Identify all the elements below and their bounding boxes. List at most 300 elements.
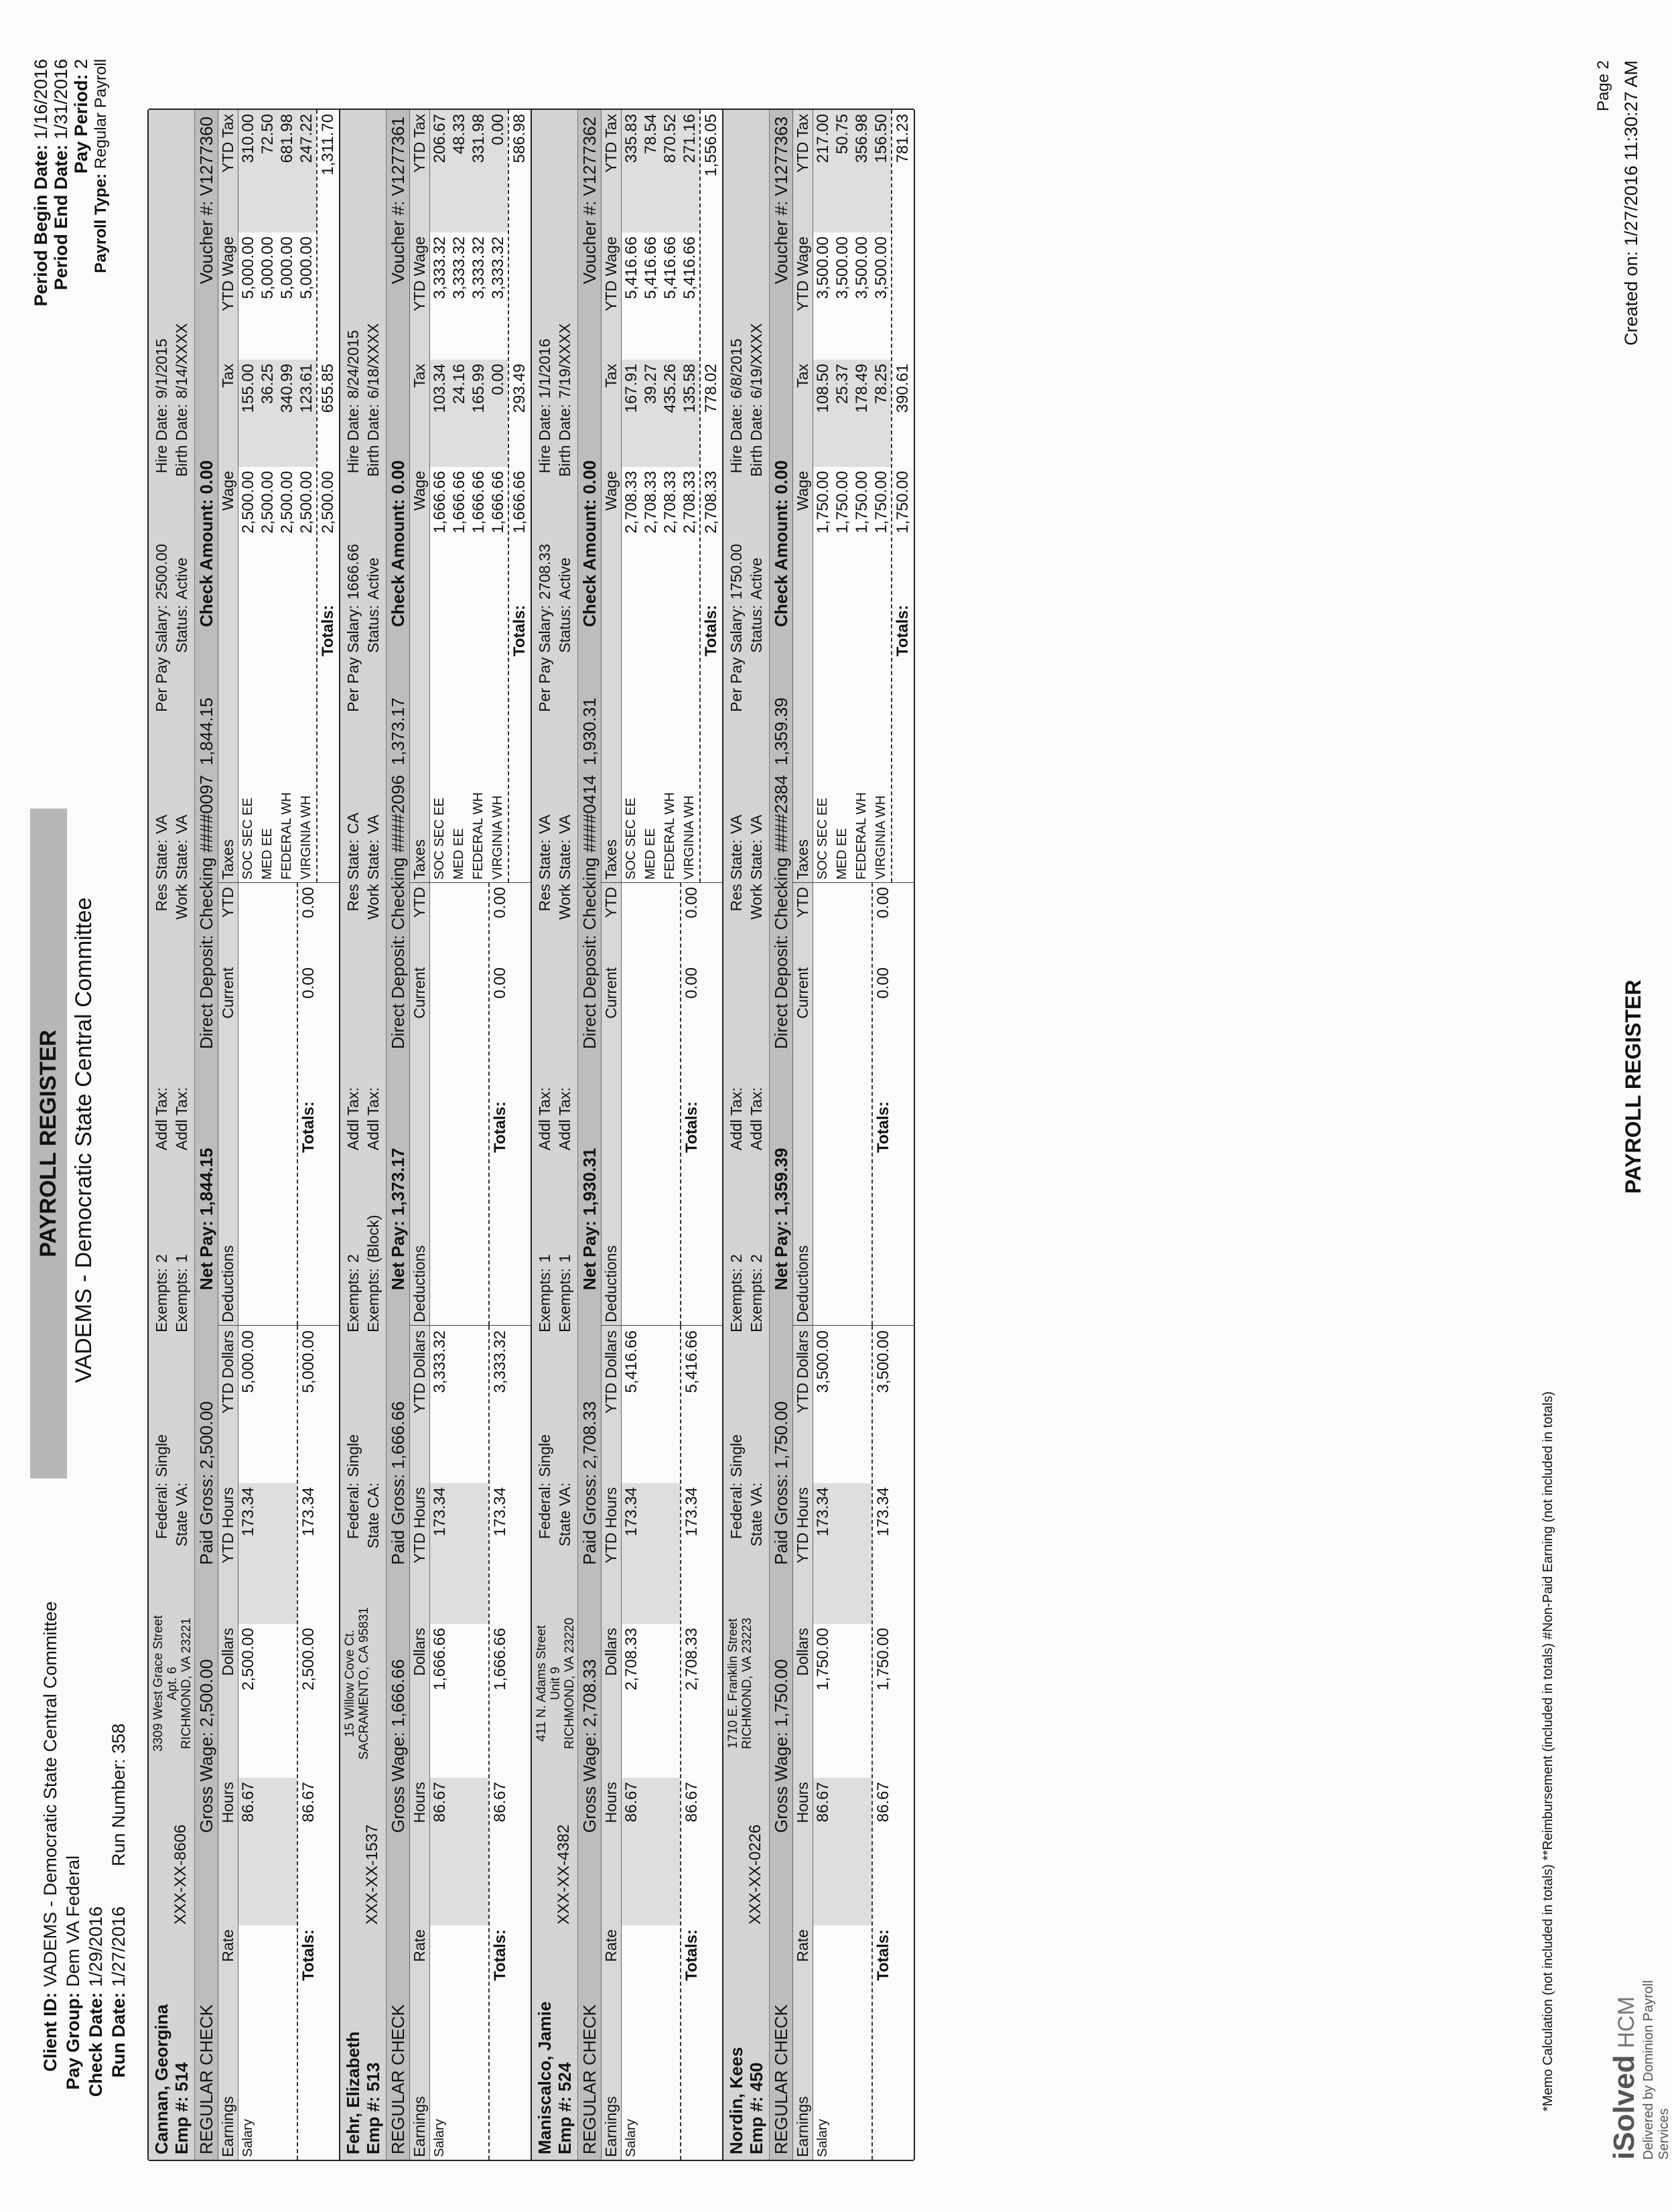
direct-deposit-account: Checking ####0414 bbox=[579, 774, 600, 930]
deductions-total-ytd: 0.00 bbox=[683, 887, 701, 918]
res-state: VA bbox=[536, 815, 553, 834]
earning-rate bbox=[238, 1925, 258, 2039]
run-date: 1/27/2016 bbox=[109, 1906, 129, 1987]
tax-header: Tax bbox=[219, 364, 236, 388]
ytd-wage-header: YTD Wage bbox=[219, 236, 236, 312]
tax-name: SOC SEC EE bbox=[432, 797, 447, 880]
rate-header: Rate bbox=[411, 1929, 428, 1962]
tax-total: 778.02 bbox=[702, 364, 720, 413]
page-number: Page 2 bbox=[1594, 60, 1612, 112]
hours-header: Hours bbox=[602, 1782, 620, 1823]
gross-wage-label: Gross Wage: bbox=[579, 1732, 600, 1833]
paid-gross-label: Paid Gross: bbox=[196, 1474, 216, 1565]
ytd-header: YTD bbox=[411, 887, 428, 918]
federal-label: Federal: bbox=[536, 1482, 553, 1539]
res-state-label: Res State: bbox=[727, 839, 745, 912]
employee-address bbox=[723, 1576, 769, 1791]
earnings-header: Earnings bbox=[219, 2096, 236, 2157]
deductions-header: Deductions bbox=[602, 1245, 620, 1322]
tax-name: FEDERAL WH bbox=[471, 792, 486, 880]
ytd-hours-header: YTD Hours bbox=[411, 1487, 428, 1564]
logo-sub: Delivered by Dominion Payroll Services bbox=[1641, 1980, 1671, 2160]
status-label: Status: bbox=[364, 605, 382, 653]
pay-period-label: Pay Period: bbox=[71, 74, 91, 174]
period-begin: 1/16/2016 bbox=[31, 59, 51, 140]
earning-ytd-dollars: 3,333.32 bbox=[431, 1330, 449, 1393]
birth-date-label: Birth Date: bbox=[364, 404, 382, 477]
ytd-hours-header: YTD Hours bbox=[602, 1487, 620, 1564]
per-pay-salary: 1666.66 bbox=[344, 543, 362, 600]
direct-deposit-account: Checking ####0097 bbox=[196, 774, 216, 930]
tax-total: 655.85 bbox=[319, 364, 337, 413]
ytd-hours-header: YTD Hours bbox=[219, 1487, 236, 1564]
earnings-totals-row bbox=[680, 1326, 703, 2160]
ytd-wage-header: YTD Wage bbox=[794, 236, 811, 312]
earning-type: Salary bbox=[624, 2119, 638, 2157]
per-pay-salary: 2500.00 bbox=[153, 543, 170, 600]
check-amount-label: Check Amount: bbox=[196, 498, 216, 627]
tax-ytd-amount: 271.16 bbox=[680, 110, 699, 232]
address-line-3: RICHMOND, VA 23220 bbox=[563, 1617, 577, 1750]
net-pay: 1,373.17 bbox=[387, 1148, 408, 1216]
dollars-header: Dollars bbox=[219, 1628, 236, 1676]
deductions-section bbox=[409, 882, 531, 1325]
tax-name: SOC SEC EE bbox=[624, 797, 638, 880]
taxes-header: Taxes bbox=[602, 839, 620, 880]
tax-amount: 36.25 bbox=[258, 360, 277, 467]
work-state: VA bbox=[556, 815, 573, 834]
tax-amount: 25.37 bbox=[833, 360, 852, 467]
voucher-label: Voucher #: bbox=[196, 200, 216, 285]
tax-amount: 165.99 bbox=[469, 360, 488, 467]
earning-ytd-dollars: 5,000.00 bbox=[239, 1330, 257, 1393]
work-state-label: Work State: bbox=[556, 839, 573, 920]
tax-name: VIRGINIA WH bbox=[874, 795, 888, 880]
check-type: REGULAR CHECK bbox=[770, 2004, 791, 2154]
state-label: State CA: bbox=[364, 1482, 382, 1549]
per-pay-salary-label: Per Pay Salary: bbox=[344, 605, 362, 712]
address-line-1: 1710 E. Franklin Street bbox=[726, 1618, 740, 1749]
tax-row bbox=[641, 110, 660, 882]
tax-total-wage: 2,500.00 bbox=[319, 471, 337, 534]
tax-ytd-amount: 206.67 bbox=[430, 110, 449, 232]
res-state-label: Res State: bbox=[536, 839, 553, 912]
tax-total: 390.61 bbox=[894, 364, 912, 413]
tax-name: MED EE bbox=[643, 828, 658, 880]
total-hours: 86.67 bbox=[299, 1782, 318, 1823]
direct-deposit-label: Direct Deposit: bbox=[387, 935, 408, 1049]
tax-ytd-wage: 3,333.32 bbox=[470, 236, 488, 299]
total-hours: 86.67 bbox=[874, 1782, 892, 1823]
direct-deposit-account: Checking ####2384 bbox=[770, 774, 791, 930]
tax-wage: 2,708.33 bbox=[622, 471, 640, 534]
gross-wage: 1,750.00 bbox=[770, 1659, 791, 1728]
total-dollars: 2,708.33 bbox=[683, 1628, 701, 1691]
totals-label: Totals: bbox=[683, 1101, 701, 1153]
employee-address bbox=[149, 1576, 194, 1791]
totals-label: Totals: bbox=[874, 1101, 892, 1153]
deductions-total-current: 0.00 bbox=[874, 967, 892, 999]
birth-date-label: Birth Date: bbox=[748, 404, 765, 477]
tax-wage: 2,500.00 bbox=[239, 471, 257, 534]
dollars-header: Dollars bbox=[411, 1628, 428, 1676]
earning-rate bbox=[813, 1925, 833, 2039]
employee-block-3 bbox=[532, 110, 723, 2160]
current-header: Current bbox=[219, 967, 236, 1019]
net-pay: 1,359.39 bbox=[770, 1148, 791, 1216]
check-summary-row bbox=[577, 110, 601, 2160]
tax-ytd-wage: 3,500.00 bbox=[814, 236, 832, 299]
exempts-federal: 1 bbox=[536, 1254, 553, 1263]
direct-deposit-account: Checking ####2096 bbox=[387, 774, 408, 930]
exempts-label: Exempts: bbox=[153, 1268, 170, 1332]
employee-block-1 bbox=[149, 110, 340, 2160]
tax-wage: 1,666.66 bbox=[470, 471, 488, 534]
tax-ytd-amount: 331.98 bbox=[469, 110, 488, 232]
address-line-3: RICHMOND, VA 23223 bbox=[740, 1617, 754, 1750]
earning-type: Salary bbox=[432, 2119, 447, 2157]
ytd-dollars-header: YTD Dollars bbox=[411, 1330, 428, 1413]
hours-header: Hours bbox=[219, 1782, 236, 1823]
earning-ytd-hours: 173.34 bbox=[813, 1483, 833, 1624]
tax-amount: 103.34 bbox=[430, 360, 449, 467]
company-name: VADEMS - Democratic State Central Committee bbox=[71, 897, 96, 1383]
tax-name: VIRGINIA WH bbox=[682, 795, 697, 880]
employee-block-4 bbox=[723, 110, 914, 2160]
gross-wage-label: Gross Wage: bbox=[196, 1732, 216, 1833]
check-summary-row bbox=[194, 110, 218, 2160]
tax-row bbox=[277, 110, 297, 882]
federal-status: Single bbox=[536, 1434, 553, 1477]
tax-ytd-amount: 0.00 bbox=[488, 110, 508, 232]
earning-dollars: 2,500.00 bbox=[239, 1628, 257, 1691]
per-pay-salary: 2708.33 bbox=[536, 543, 553, 600]
paid-gross-label: Paid Gross: bbox=[579, 1474, 600, 1565]
deductions-totals-row bbox=[872, 883, 894, 1325]
deductions-total-ytd: 0.00 bbox=[491, 887, 509, 918]
employee-ssn: XXX-XX-1537 bbox=[363, 1824, 381, 1925]
ytd-tax-header: YTD Tax bbox=[794, 114, 811, 173]
direct-deposit-label: Direct Deposit: bbox=[579, 935, 600, 1049]
check-amount-label: Check Amount: bbox=[579, 498, 600, 627]
status-label: Status: bbox=[556, 605, 573, 653]
tax-header: Tax bbox=[602, 364, 620, 388]
hire-date: 9/1/2015 bbox=[153, 338, 170, 399]
taxes-section bbox=[792, 110, 914, 882]
tax-ytd-amount: 310.00 bbox=[238, 110, 258, 232]
tax-name: MED EE bbox=[260, 828, 275, 880]
earnings-section bbox=[409, 1325, 531, 2160]
tax-amount: 39.27 bbox=[641, 360, 660, 467]
voucher-number: V1277363 bbox=[770, 117, 791, 196]
work-state-label: Work State: bbox=[748, 839, 765, 920]
tax-wage: 2,500.00 bbox=[297, 471, 316, 534]
total-hours: 86.67 bbox=[491, 1782, 509, 1823]
tax-ytd-amount: 217.00 bbox=[813, 110, 833, 232]
tax-name: SOC SEC EE bbox=[815, 797, 830, 880]
emp-no: 524 bbox=[555, 2062, 575, 2092]
deductions-header: Deductions bbox=[794, 1245, 811, 1322]
emp-no: 450 bbox=[746, 2062, 766, 2092]
tax-total-wage: 1,750.00 bbox=[894, 471, 912, 534]
tax-wage: 2,708.33 bbox=[661, 471, 679, 534]
earnings-header: Earnings bbox=[411, 2096, 428, 2157]
tax-ytd-wage: 5,416.66 bbox=[661, 236, 679, 299]
tax-row bbox=[469, 110, 488, 882]
taxes-section bbox=[218, 110, 339, 882]
direct-deposit-amount: 1,373.17 bbox=[387, 697, 408, 766]
tax-row bbox=[258, 110, 277, 882]
client-id-label: Client ID: bbox=[40, 1992, 60, 2072]
birth-date: 8/14/XXXX bbox=[173, 323, 190, 399]
check-amount-label: Check Amount: bbox=[770, 498, 791, 627]
res-state-label: Res State: bbox=[153, 839, 170, 912]
tax-row bbox=[449, 110, 469, 882]
exempts-label: Exempts: bbox=[727, 1268, 745, 1332]
employee-detail-table bbox=[409, 110, 531, 2160]
deductions-total-current: 0.00 bbox=[491, 967, 509, 999]
address-line-3: SACRAMENTO, CA 95831 bbox=[357, 1607, 371, 1760]
logo-hcm: HCM bbox=[1614, 1996, 1639, 2049]
exempts-federal: 2 bbox=[153, 1254, 170, 1263]
ytd-wage-header: YTD Wage bbox=[602, 236, 620, 312]
period-end: 1/31/2016 bbox=[51, 59, 71, 140]
total-hours: 86.67 bbox=[683, 1782, 701, 1823]
tax-amount: 167.91 bbox=[622, 360, 641, 467]
hire-date-label: Hire Date: bbox=[536, 404, 553, 474]
earnings-totals-row bbox=[872, 1326, 894, 2160]
deductions-totals-row bbox=[297, 883, 320, 1325]
federal-status: Single bbox=[153, 1434, 170, 1477]
run-date-label: Run Date: bbox=[109, 1992, 129, 2078]
tax-total-ytd: 1,556.05 bbox=[702, 114, 720, 177]
tax-wage: 2,708.33 bbox=[642, 471, 660, 534]
employee-ssn: XXX-XX-8606 bbox=[171, 1824, 190, 1925]
tax-ytd-amount: 78.54 bbox=[641, 110, 660, 232]
direct-deposit-amount: 1,844.15 bbox=[196, 697, 216, 766]
tax-ytd-wage: 5,416.66 bbox=[681, 236, 699, 299]
footnote: *Memo Calculation (not included in totals) **Reimbursement (included in totals) #Non-Paid Earning (not included in totals) bbox=[1541, 1391, 1555, 2112]
paid-gross: 2,500.00 bbox=[196, 1401, 216, 1469]
earning-type: Salary bbox=[240, 2119, 255, 2157]
paid-gross: 1,750.00 bbox=[770, 1401, 791, 1469]
employee-detail-table bbox=[792, 110, 914, 2160]
addl-tax-label: Addl Tax: bbox=[556, 1087, 573, 1151]
deductions-header: Deductions bbox=[219, 1245, 236, 1322]
employee-ssn: XXX-XX-0226 bbox=[746, 1824, 764, 1925]
tax-amount: 123.61 bbox=[297, 360, 316, 467]
earning-row bbox=[238, 1326, 258, 2160]
net-pay: 1,930.31 bbox=[579, 1148, 600, 1216]
wage-header: Wage bbox=[602, 471, 620, 511]
exempts-federal: 2 bbox=[727, 1254, 745, 1263]
addl-tax-label: Addl Tax: bbox=[727, 1087, 745, 1151]
total-ytd-hours: 173.34 bbox=[683, 1487, 701, 1537]
exempts-state: (Block) bbox=[364, 1215, 382, 1263]
tax-row bbox=[430, 110, 449, 882]
tax-row bbox=[680, 110, 699, 882]
exempts-label: Exempts: bbox=[556, 1268, 573, 1332]
birth-date-label: Birth Date: bbox=[556, 404, 573, 477]
earning-ytd-dollars: 5,416.66 bbox=[622, 1330, 640, 1393]
employee-header bbox=[723, 110, 769, 2160]
total-ytd-dollars: 3,333.32 bbox=[491, 1330, 509, 1393]
voucher-number: V1277362 bbox=[579, 117, 600, 196]
tax-row bbox=[297, 110, 316, 882]
per-pay-salary-label: Per Pay Salary: bbox=[727, 605, 745, 712]
totals-label: Totals: bbox=[299, 1929, 318, 1981]
tax-name: SOC SEC EE bbox=[240, 797, 255, 880]
emp-no-label: Emp #: bbox=[363, 2096, 383, 2154]
tax-header: Tax bbox=[794, 364, 811, 388]
emp-no-label: Emp #: bbox=[555, 2096, 575, 2154]
tax-amount: 108.50 bbox=[813, 360, 833, 467]
birth-date: 6/18/XXXX bbox=[364, 323, 382, 399]
deductions-header: Deductions bbox=[411, 1245, 428, 1322]
total-ytd-hours: 173.34 bbox=[491, 1487, 509, 1537]
address-line-3: RICHMOND, VA 23221 bbox=[180, 1617, 194, 1750]
tax-ytd-amount: 335.83 bbox=[622, 110, 641, 232]
state-label: State VA: bbox=[556, 1482, 573, 1547]
per-pay-salary: 1750.00 bbox=[727, 543, 745, 600]
tax-name: VIRGINIA WH bbox=[299, 795, 314, 880]
hire-date-label: Hire Date: bbox=[727, 404, 745, 474]
tax-amount: 178.49 bbox=[852, 360, 872, 467]
earning-row bbox=[622, 1326, 641, 2160]
total-ytd-dollars: 3,500.00 bbox=[874, 1330, 892, 1393]
run-number: 358 bbox=[109, 1723, 129, 1754]
tax-wage: 2,500.00 bbox=[259, 471, 277, 534]
taxes-totals-row bbox=[316, 110, 339, 882]
tax-ytd-amount: 156.50 bbox=[872, 110, 891, 232]
tax-name: MED EE bbox=[835, 828, 849, 880]
earning-ytd-hours: 173.34 bbox=[238, 1483, 258, 1624]
gross-wage: 1,666.66 bbox=[387, 1659, 408, 1728]
tax-header: Tax bbox=[411, 364, 428, 388]
work-state: VA bbox=[748, 815, 765, 834]
ytd-hours-header: YTD Hours bbox=[794, 1487, 811, 1564]
tax-row bbox=[813, 110, 833, 882]
employee-detail-table bbox=[601, 110, 722, 2160]
tax-name: FEDERAL WH bbox=[279, 792, 294, 880]
check-date-label: Check Date: bbox=[86, 1992, 106, 2097]
address-line-1: 3309 West Grace Street bbox=[151, 1615, 165, 1752]
taxes-totals-row bbox=[891, 110, 914, 882]
check-amount-label: Check Amount: bbox=[387, 498, 408, 627]
ytd-dollars-header: YTD Dollars bbox=[602, 1330, 620, 1413]
period-begin-label: Period Begin Date: bbox=[31, 144, 51, 307]
run-number-label: Run Number: bbox=[109, 1758, 129, 1866]
earning-hours: 86.67 bbox=[430, 1778, 449, 1925]
work-state-label: Work State: bbox=[364, 839, 382, 920]
payroll-type: Regular Payroll bbox=[92, 59, 110, 169]
earnings-totals-row bbox=[488, 1326, 511, 2160]
employee-detail-table bbox=[218, 110, 339, 2160]
tax-ytd-wage: 3,333.32 bbox=[450, 236, 468, 299]
tax-row bbox=[872, 110, 891, 882]
earning-rate bbox=[430, 1925, 449, 2039]
earnings-header: Earnings bbox=[602, 2096, 620, 2157]
tax-ytd-amount: 870.52 bbox=[660, 110, 680, 232]
tax-wage: 2,500.00 bbox=[278, 471, 296, 534]
federal-status: Single bbox=[727, 1434, 745, 1477]
hire-date: 8/24/2015 bbox=[344, 330, 362, 399]
per-pay-salary-label: Per Pay Salary: bbox=[153, 605, 170, 712]
check-amount: 0.00 bbox=[196, 460, 216, 494]
current-header: Current bbox=[411, 967, 428, 1019]
totals-label: Totals: bbox=[491, 1101, 509, 1153]
report-header-right bbox=[31, 59, 111, 306]
employee-status: Active bbox=[556, 557, 573, 600]
hire-date-label: Hire Date: bbox=[153, 404, 170, 474]
paid-gross-label: Paid Gross: bbox=[770, 1474, 791, 1565]
voucher-number: V1277360 bbox=[196, 117, 216, 196]
tax-ytd-wage: 5,000.00 bbox=[297, 236, 316, 299]
net-pay-label: Net Pay: bbox=[770, 1220, 791, 1290]
tax-wage: 1,750.00 bbox=[853, 471, 871, 534]
check-summary-row bbox=[386, 110, 409, 2160]
total-ytd-dollars: 5,416.66 bbox=[683, 1330, 701, 1393]
wage-header: Wage bbox=[219, 471, 236, 511]
ytd-wage-header: YTD Wage bbox=[411, 236, 428, 312]
tax-row bbox=[660, 110, 680, 882]
status-label: Status: bbox=[748, 605, 765, 653]
address-line-2: Unit 9 bbox=[549, 1667, 563, 1700]
tax-name: MED EE bbox=[451, 828, 466, 880]
earnings-section bbox=[218, 1325, 339, 2160]
tax-ytd-wage: 3,500.00 bbox=[853, 236, 871, 299]
emp-no-label: Emp #: bbox=[746, 2096, 766, 2154]
hire-date: 6/8/2015 bbox=[727, 338, 745, 399]
taxes-totals-row bbox=[699, 110, 722, 882]
tax-ytd-wage: 3,333.32 bbox=[489, 236, 507, 299]
employee-name: Cannan, Georgina bbox=[151, 2004, 171, 2154]
tax-total-ytd: 1,311.70 bbox=[319, 114, 337, 176]
employee-list bbox=[147, 109, 915, 2161]
logo-main: iSolved bbox=[1608, 2055, 1641, 2160]
tax-wage: 2,708.33 bbox=[681, 471, 699, 534]
employee-address bbox=[532, 1576, 577, 1791]
tax-wage: 1,666.66 bbox=[450, 471, 468, 534]
tax-ytd-amount: 356.98 bbox=[852, 110, 872, 232]
employee-ssn: XXX-XX-4382 bbox=[555, 1824, 573, 1925]
deductions-total-ytd: 0.00 bbox=[874, 887, 892, 918]
federal-label: Federal: bbox=[153, 1482, 170, 1539]
totals-label: Totals: bbox=[299, 1101, 318, 1153]
net-pay: 1,844.15 bbox=[196, 1148, 216, 1216]
emp-no-label: Emp #: bbox=[171, 2096, 192, 2154]
employee-name: Fehr, Elizabeth bbox=[343, 2031, 363, 2154]
tax-name: FEDERAL WH bbox=[663, 792, 677, 880]
res-state: CA bbox=[344, 813, 362, 834]
addl-tax-label: Addl Tax: bbox=[364, 1087, 382, 1151]
total-ytd-dollars: 5,000.00 bbox=[299, 1330, 318, 1393]
tax-ytd-wage: 5,416.66 bbox=[642, 236, 660, 299]
earning-row bbox=[430, 1326, 449, 2160]
created-on: Created on: 1/27/2016 11:30:27 AM bbox=[1621, 60, 1641, 346]
addl-tax-label: Addl Tax: bbox=[536, 1087, 553, 1151]
addl-tax-label: Addl Tax: bbox=[173, 1087, 190, 1151]
exempts-label: Exempts: bbox=[173, 1268, 190, 1332]
tax-ytd-wage: 5,416.66 bbox=[622, 236, 640, 299]
report-title: PAYROLL REGISTER bbox=[30, 809, 67, 1478]
total-ytd-hours: 173.34 bbox=[299, 1487, 318, 1537]
employee-header bbox=[149, 110, 194, 2160]
employee-address bbox=[340, 1576, 386, 1791]
period-end-label: Period End Date: bbox=[51, 144, 71, 291]
totals-label: Totals: bbox=[683, 1929, 701, 1981]
totals-label: Totals: bbox=[894, 605, 912, 656]
